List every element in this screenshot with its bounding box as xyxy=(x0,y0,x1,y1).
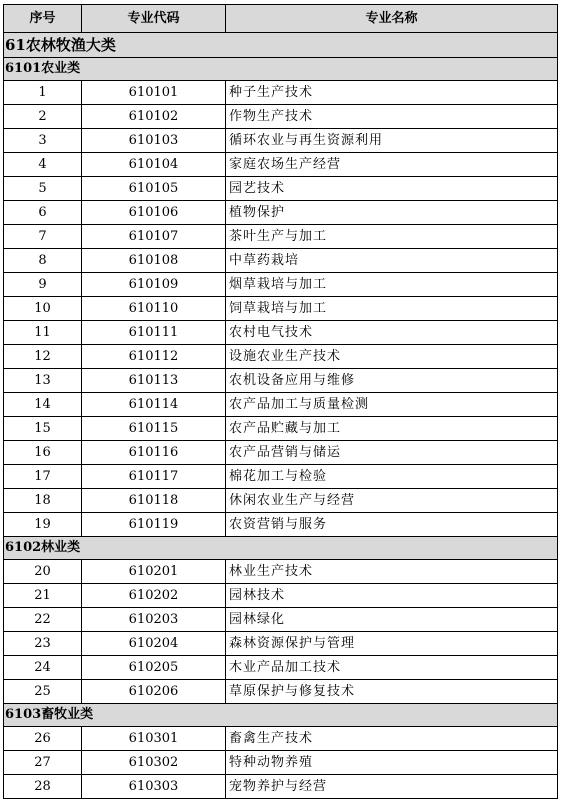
table-row xyxy=(4,225,558,249)
name-cell: 饲草栽培与加工 xyxy=(226,297,558,321)
table-row xyxy=(4,393,558,417)
seq-cell: 19 xyxy=(4,513,82,537)
subcategory-row xyxy=(4,58,558,81)
name-cell: 林业生产技术 xyxy=(226,560,558,584)
code-cell: 610105 xyxy=(82,177,226,201)
table-row xyxy=(4,489,558,513)
table-row xyxy=(4,656,558,680)
name-cell: 植物保护 xyxy=(226,201,558,225)
code-cell: 610104 xyxy=(82,153,226,177)
code-cell: 610117 xyxy=(82,465,226,489)
table-header-row xyxy=(4,5,558,33)
seq-cell: 25 xyxy=(4,680,82,704)
subcategory-title: 6102林业类 xyxy=(4,537,558,560)
table-row xyxy=(4,369,558,393)
table-row xyxy=(4,751,558,775)
name-cell: 设施农业生产技术 xyxy=(226,345,558,369)
name-cell: 木业产品加工技术 xyxy=(226,656,558,680)
table-row xyxy=(4,465,558,489)
name-cell: 宠物养护与经营 xyxy=(226,775,558,799)
table-row xyxy=(4,177,558,201)
seq-cell: 8 xyxy=(4,249,82,273)
subcategory-row xyxy=(4,704,558,727)
name-cell: 农资营销与服务 xyxy=(226,513,558,537)
seq-cell: 16 xyxy=(4,441,82,465)
subcategory-title: 6101农业类 xyxy=(4,58,558,81)
table-body xyxy=(4,33,558,799)
name-cell: 草原保护与修复技术 xyxy=(226,680,558,704)
code-cell: 610201 xyxy=(82,560,226,584)
table-row xyxy=(4,273,558,297)
table-row xyxy=(4,297,558,321)
code-cell: 610202 xyxy=(82,584,226,608)
major-catalog-table xyxy=(3,4,558,799)
subcategory-row xyxy=(4,537,558,560)
table-row xyxy=(4,129,558,153)
code-cell: 610112 xyxy=(82,345,226,369)
seq-cell: 21 xyxy=(4,584,82,608)
name-cell: 中草药栽培 xyxy=(226,249,558,273)
code-cell: 610101 xyxy=(82,81,226,105)
code-cell: 610116 xyxy=(82,441,226,465)
table-row xyxy=(4,727,558,751)
name-cell: 烟草栽培与加工 xyxy=(226,273,558,297)
seq-cell: 4 xyxy=(4,153,82,177)
code-cell: 610106 xyxy=(82,201,226,225)
code-cell: 610108 xyxy=(82,249,226,273)
name-cell: 森林资源保护与管理 xyxy=(226,632,558,656)
seq-cell: 23 xyxy=(4,632,82,656)
name-cell: 农产品贮藏与加工 xyxy=(226,417,558,441)
seq-cell: 12 xyxy=(4,345,82,369)
name-cell: 特种动物养殖 xyxy=(226,751,558,775)
seq-cell: 6 xyxy=(4,201,82,225)
table-row xyxy=(4,560,558,584)
name-cell: 循环农业与再生资源利用 xyxy=(226,129,558,153)
code-cell: 610114 xyxy=(82,393,226,417)
table-row xyxy=(4,513,558,537)
code-cell: 610302 xyxy=(82,751,226,775)
code-cell: 610303 xyxy=(82,775,226,799)
table-row xyxy=(4,775,558,799)
seq-cell: 9 xyxy=(4,273,82,297)
seq-cell: 1 xyxy=(4,81,82,105)
table-row xyxy=(4,680,558,704)
code-cell: 610113 xyxy=(82,369,226,393)
table-row xyxy=(4,81,558,105)
subcategory-title: 6103畜牧业类 xyxy=(4,704,558,727)
seq-cell: 15 xyxy=(4,417,82,441)
name-cell: 农村电气技术 xyxy=(226,321,558,345)
table-row xyxy=(4,153,558,177)
seq-cell: 10 xyxy=(4,297,82,321)
table-row xyxy=(4,321,558,345)
name-cell: 茶叶生产与加工 xyxy=(226,225,558,249)
seq-cell: 22 xyxy=(4,608,82,632)
code-cell: 610111 xyxy=(82,321,226,345)
name-cell: 园林技术 xyxy=(226,584,558,608)
seq-cell: 14 xyxy=(4,393,82,417)
name-cell: 农产品加工与质量检测 xyxy=(226,393,558,417)
table-row xyxy=(4,584,558,608)
code-cell: 610206 xyxy=(82,680,226,704)
category-title: 61农林牧渔大类 xyxy=(4,33,558,58)
table-row xyxy=(4,608,558,632)
seq-cell: 11 xyxy=(4,321,82,345)
seq-cell: 24 xyxy=(4,656,82,680)
seq-cell: 20 xyxy=(4,560,82,584)
name-cell: 农机设备应用与维修 xyxy=(226,369,558,393)
code-cell: 610115 xyxy=(82,417,226,441)
seq-cell: 17 xyxy=(4,465,82,489)
table-row xyxy=(4,249,558,273)
header-name: 专业名称 xyxy=(226,5,558,33)
table-row xyxy=(4,441,558,465)
name-cell: 棉花加工与检验 xyxy=(226,465,558,489)
table-row xyxy=(4,201,558,225)
table-row xyxy=(4,345,558,369)
code-cell: 610205 xyxy=(82,656,226,680)
code-cell: 610301 xyxy=(82,727,226,751)
code-cell: 610107 xyxy=(82,225,226,249)
name-cell: 种子生产技术 xyxy=(226,81,558,105)
seq-cell: 3 xyxy=(4,129,82,153)
category-row xyxy=(4,33,558,58)
seq-cell: 27 xyxy=(4,751,82,775)
name-cell: 畜禽生产技术 xyxy=(226,727,558,751)
seq-cell: 5 xyxy=(4,177,82,201)
table-row xyxy=(4,417,558,441)
seq-cell: 13 xyxy=(4,369,82,393)
name-cell: 休闲农业生产与经营 xyxy=(226,489,558,513)
header-code: 专业代码 xyxy=(82,5,226,33)
code-cell: 610109 xyxy=(82,273,226,297)
code-cell: 610102 xyxy=(82,105,226,129)
seq-cell: 18 xyxy=(4,489,82,513)
seq-cell: 2 xyxy=(4,105,82,129)
name-cell: 农产品营销与储运 xyxy=(226,441,558,465)
seq-cell: 28 xyxy=(4,775,82,799)
code-cell: 610204 xyxy=(82,632,226,656)
seq-cell: 7 xyxy=(4,225,82,249)
name-cell: 作物生产技术 xyxy=(226,105,558,129)
code-cell: 610103 xyxy=(82,129,226,153)
code-cell: 610118 xyxy=(82,489,226,513)
seq-cell: 26 xyxy=(4,727,82,751)
name-cell: 园林绿化 xyxy=(226,608,558,632)
name-cell: 家庭农场生产经营 xyxy=(226,153,558,177)
code-cell: 610110 xyxy=(82,297,226,321)
header-seq: 序号 xyxy=(4,5,82,33)
code-cell: 610203 xyxy=(82,608,226,632)
table-row xyxy=(4,632,558,656)
table-row xyxy=(4,105,558,129)
code-cell: 610119 xyxy=(82,513,226,537)
name-cell: 园艺技术 xyxy=(226,177,558,201)
